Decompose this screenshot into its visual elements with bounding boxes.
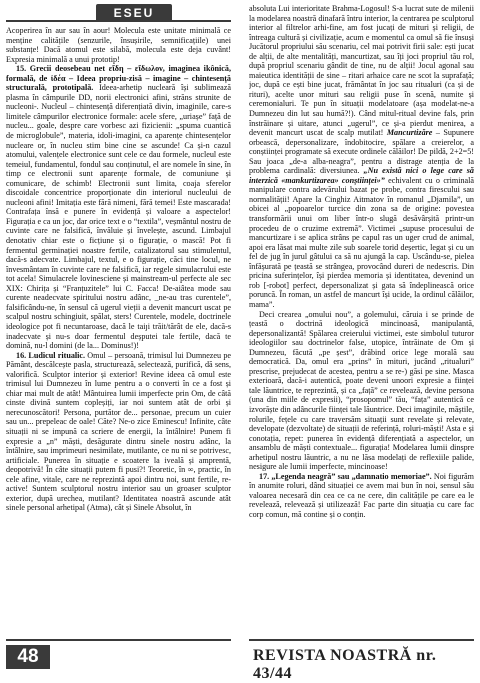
paragraph: Deci crearea „omului nou”, a golemului, căruia i se prinde de țeastă o doctrină ideologică mincinoasă, manipulantă, depersonalizantă! Spălarea creierului victimei, este simbolul tuturor ideologiilor sau doctrinelor false, utopice, întrăinate de Om și Dumnezeu, făcută „pe șest”, drăbind orice lege morală sau democratică. Da, omul era „prins” în mituri, jucând „ritualuri” prescrise, prejudecat de acestea, pentru a se re-) găsi pe sine. Masca exterioară, dacă-i autentică, poate deveni unoori expresie a ființei tale lăuntrice, te reprezintă, și ca „față” ce revelează, devine persona (una din miile de expresii), “prosopomul” tău, “fața” autentică ce izvorăște din adâncurile ființei tale lăuntrice. Deci imaginile, măștile, rolurile, fețele cu care traversăm situații sunt revelate și relevate, developate (dezvoltate) de situații de referință, roluri-măști! Asta e și conotația, repet: punerea în evidență diferențiată a aspectelor, un ansamblu de măști contextuale... figurația! Modelarea lumii dinspre arhetipul nostru lăuntric, a nu ne lăsa modelați de reflexiile palide, nesigure ale lumii imperfecte, mincinoase!	[249, 309, 474, 472]
paragraph-body: absoluta Lui interioritate Brahma-Logosul! S-a lucrat sute de milenii la modelarea noastră dinafară întru interior, la centrarea pe sculptorul interior al filtrelor arhi-fine, am fost jucați de mituri și religii, de întreaga cultură și civilizație, acum e momentul ca omul să fie însuși Jucătorul propriului său scenariu, cel mai potrivit firii sale: ești jucat de alții, de alte mentalități, mancurtizat, sau îți joci propriul tău rol, după propriul scenariu gândit de tine, nu de alții! Jocul agonal sau maieutica identității de sine – ritari arhaice care ne scot la suprafață; joc, după ce ești bine jucat, frământat în joc sau ritualuri (ca și de rituri), acelte unor mituri sau religii puse în scenă, numite și ceremonialuri. Te pun în situații modelatoare (așa modelat-ne-a Dumnezeu din lut sau humă?!). Când mitul-ritual devine fals, prin înstrăinare și uitare, atunci „ugerul”, ce și-a pierdut menirea, a devenit mancurt uscat de scalp mutilat!	[249, 4, 474, 138]
quote: „Nu există nici o lege care să interzică «mankurtizarea» conștiinței»”	[249, 166, 474, 185]
magazine-title: REVISTA NOASTRĂ nr. 43/44	[253, 647, 437, 682]
section-heading-15: 15. Grecii deosebeau net εἴδη – εἴδωλον, imaginea ikônică, formală, de ἰδέα – Ideea propriu-zisă – imagine – chintesență structurală, prototipală.	[6, 64, 231, 93]
section-heading-17: 17. „Legenda neagră” sau „damnatio memoriae”.	[259, 471, 432, 481]
page-number: 48	[6, 645, 50, 669]
paragraph-body: Omul – persoană, trimisul lui Dumnezeu pe Pământ, descălcește pasla, structurează, selectează, purifică, dă sens, valorifică. Sculptor interior și exterior! Revine ideea că omul este trimisul lui Dumnezeu în lume pentru a o converti în ce a fost și chiar mai mult de atât! Mântuirea lumii imperfecte prin Om, de câtă cinste divină suntem copleșiți, iar noi suntem atât de orbi și nerecunoscători! Persona, purtător de... personae, precum un cuier sau un... prepeleac de oale! Căte? Ne-o zice Eminescu! Infinite, câte situații ni se impună ca scriere de energii, la întâlnire! Punem fi expresie a „n” măști, desăgurate dintru sinele nostru adânc, la întâlnire, sau imprimeuri nesimilate, mutilante, ce nu ni se potrivesc, artificiale. Punerea în situație e scoatere la iveală și amprentă, deopotrivă! În câte situații putem fi pusi?! Teoretic, în ∞, practic, în cele afine, vitale, care ne reprezintă apoi dintru noi, sunt fertile, re-active! Suntem sculptorul nostru interior sau un groaser sculptor exterior, după urechea, mutilant? Identitatea noastră ascunde atât sinele personal arhetipal (Atma), cât și Sinele Absolut, în	[6, 350, 231, 513]
footer-left	[6, 639, 231, 675]
term-mancurtizare: Mancurtizăre	[386, 128, 433, 138]
footer-right	[249, 639, 474, 682]
section-label: ESEU	[96, 4, 172, 21]
left-column	[6, 26, 231, 636]
paragraph	[6, 64, 231, 350]
paragraph: Acoperirea în aur sau în aour! Molecula este unitate minimală ce menține calitățile (senzurile, însușirile, semnificațiile) unei substanțe! Dacă atomul este silabă, molecula este deja cuvânt! Expresia minimală a unui prototip!	[6, 26, 231, 64]
paragraph-body: Ideea-arhetip nucleară își sublimează plasma în câmpurile DD, norii electronici afini, străns strunite de nucleoni-. Nucleul – chintesență diferențiată divin, imaginile, care-s limitele câmpurilor electronice formale: acele sfere, „uriașe” față de nucleu... goale, despre care vorbesc azi fizicienii: „spuma cuantică de microglobule”, materia, idoli-imagini, ca aparențe chintesențelor nucleare or, în nucleu stim bine cine se ascunde! Ca și-n cazul atomului, valențele electronice sunt cele ce dau formele, nucleul este temeiul, fundamentul, fondul sau conținutul, el are nomele în sine, în timp ce electronii sunt aparențe formale, de comuniune și comunicare, de schimb! Electronii sunt limita, coaja sferelor discoidale concentrice proporționate din interiorul nucleului de nucleoni afini! Imitația este fără nimeni, fără temei! Este mascarada! Contrafața însă e punere în evidență și valoare a aspectelor! Figurația e ca un joc, dar orice text e o “textila”, veșmântul nostru de cuvinte care ne falsifică, învăluie și învelește, ascund. Limbajul denotativ chiar este o ficțiune și o figurație, o mască! Pot fi fermentul germinației noastre fertile, catalizatorul sau stimulentul, dacă-s adecvate. Limbajul, textul, e o figurație, căci tine locul, ne învesmântam în cuvinte care ne falsifică, iar regele simulacrului este tot acela! Simulacrele lovinesciene și mainstream-ul perfecte ale sec XIX: Chirița și “Franțuzitele” lui C. Facca! De-aiâtea mode sau curente neadecvate spiritului nostru adânc, _ne-au tras curentele”, falsificându-ne, în sensul că ugerul vieții a devenit mancurt uscat pe scalpul nostru schingiuit, spălat, sters! Curentele, modele, doctrinele ideologice pot fi necuntaroase, dacă le taiȷi trăit/tărât de ele, dacă-s inadecvate și nu-s doar fermentul deșputei tale fertile, dacă te domină, nu-l domini (de la... Dominus!)!	[6, 83, 231, 351]
section-heading-16: 16. Ludicul ritualic.	[16, 350, 86, 360]
paragraph-body: echivalent cu o criminală manipulare contra adevărului bazat pe probe, contra firescului sau normalității! Apare la Cinghiz Aitmatov în romanul „Djamila”, un obicei al „popoarelor turcice din zona sa de origine: povestea transformării unui om liber într-o slugă desăvârșită printr-un procedeu de o cruzime extremă”. Victimei „supuse procesului de mancurtizare i se aplica strâns pe capul ras un uger crud de animal, apoi era lăsat mai multe zile sub soarele torid deșertic, legat și cu un fel de jug în jurul gâtului ca să nu ajungă la cap. Uscându-se, pielea înfășurată pe țeastă se strângea, provocând dureri de nedescris. Din pricina suferințelor, își pierdea memoria și identitatea, devenind un rob [-robot] perfect, depersonalizat și gata să îndeplinească orice poruncă. În roman, un astfel de mancurt își ucide, la ordinul călăilor, mama”.	[249, 175, 474, 309]
paragraph	[249, 4, 474, 310]
header-rule	[6, 20, 231, 22]
paragraph-body: – Supunere orbească, depersonalizare, îndobitocire, spălare a creierelor, a conștiinței programate să execute ordinele călăilor! De pildă, 2+2=5! Sau joaca „de-a alba-neagra”, pentru a distrage atenția de la problema cardinală: diversiunea.	[249, 128, 474, 176]
right-column	[249, 4, 474, 636]
paragraph-body: Noi figurăm în anumite roluri, dând situației ce avem mai bun în noi, sensul său valoarea necesară din cea ce ca ne cere, din calitățile pe care ea le revelează, relevează și utilizează! Fac parte din situația cu care fac corp comun, mă contine și o conțin.	[249, 471, 474, 519]
paragraph	[249, 472, 474, 520]
paragraph	[6, 351, 231, 513]
